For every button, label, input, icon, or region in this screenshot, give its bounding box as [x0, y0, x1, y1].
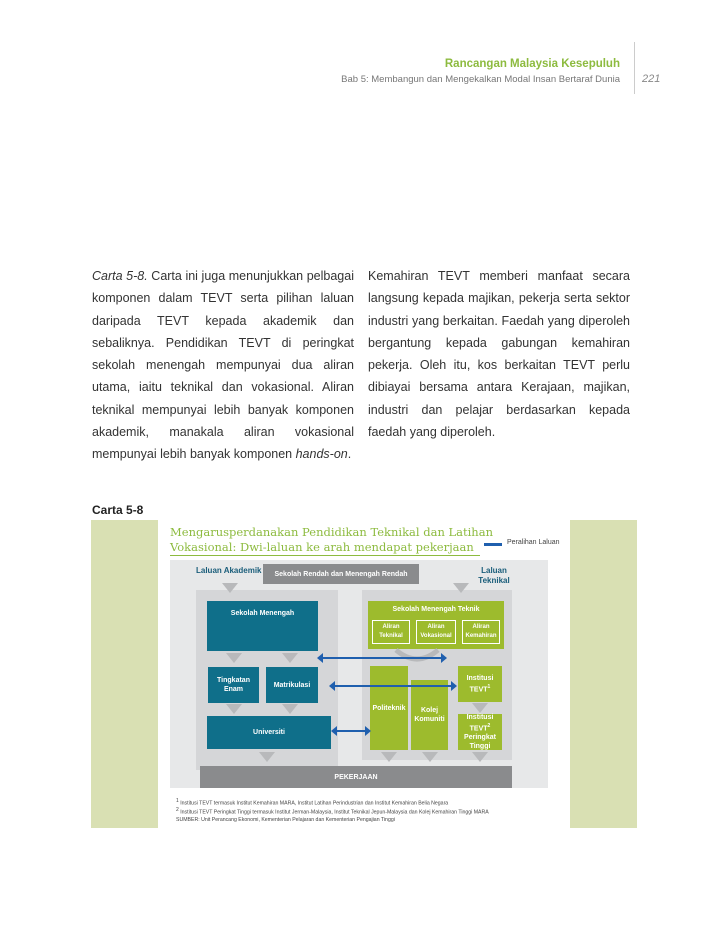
universiti-box: Universiti — [207, 716, 331, 749]
hands-on-term: hands-on — [295, 447, 348, 462]
source-note: SUMBER: Unit Perancang Ekonomi, Kementerian Pelajaran dan Kementerian Pengajian Tinggi — [176, 817, 395, 823]
running-header-title: Rancangan Malaysia Kesepuluh — [444, 58, 620, 70]
transfer-arrow-icon — [334, 685, 452, 687]
transfer-arrow-icon — [336, 730, 366, 732]
footnote-2: $^2$ Institusi TEVT Peringkat Tinggi termasuk Institut Jerman-Malaysia, Institut Teknikal Jepun-Malaysia dan Kolej Kemahiran Tinggi MARA — [176, 807, 489, 816]
side-panel-right — [570, 520, 637, 828]
chart-reference: Carta 5-8. — [92, 269, 148, 283]
chart-label: Carta 5-8 — [92, 503, 144, 517]
sekolah-menengah-box: Sekolah Menengah — [207, 601, 318, 651]
body-column-left — [92, 265, 354, 466]
arrow-down-icon — [472, 703, 488, 713]
page-number: 221 — [642, 73, 661, 85]
side-panel-left — [91, 520, 158, 828]
aliran-kemahiran-box: Aliran Kemahiran — [462, 620, 500, 644]
arrow-down-icon — [422, 752, 438, 762]
kolej-komuniti-box: Kolej Komuniti — [411, 680, 448, 750]
arrow-down-icon — [381, 752, 397, 762]
laluan-teknikal-label: Laluan Teknikal — [478, 566, 510, 585]
body-column-right: Kemahiran TEVT memberi manfaat secara langsung kepada majikan, pekerja serta sektor industri yang berkaitan. Faedah yang diperoleh bergantung kepada gabungan kemahiran pekerja. Oleh itu, kos berkaitan TEVT perlu dibiayai bersama antara Kerajaan, majikan, industri dan pelajar berdasarkan kepada faedah yang diperoleh. — [368, 269, 630, 440]
chart-title-underline — [170, 555, 480, 556]
chart-title-line2: Vokasional: Dwi-laluan ke arah mendapat pekerjaan — [170, 540, 474, 554]
footnote-2-text: Institusi TEVT Peringkat Tinggi termasuk Institut Jerman-Malaysia, Institut Teknikal Jepun-Malaysia dan Kolej Kemahiran Tinggi MARA — [178, 809, 489, 816]
pekerjaan-box: PEKERJAAN — [200, 766, 512, 788]
running-header-subtitle: Bab 5: Membangun dan Mengekalkan Modal Insan Bertaraf Dunia — [341, 74, 620, 85]
sentence-end: . — [347, 447, 352, 462]
legend-arrow-swatch — [484, 543, 502, 546]
chart-title — [170, 525, 493, 555]
laluan-akademik-label: Laluan Akademik — [196, 566, 262, 575]
left-paragraph: Carta ini juga menunjukkan pelbagai komponen dalam TEVT serta pilihan laluan daripada TEVT kepada akademik dan sebaliknya. Pendidikan TEVT di peringkat sekolah menengah mempunyai dua aliran utama, iaitu teknikal dan vokasional. Aliran teknikal mempunyai lebih banyak komponen akademik, manakala aliran vokasional mempunyai lebih banyak komponen — [92, 269, 354, 462]
institusi-tevt-tinggi-box: Institusi TEVT$^2$ Peringkat Tinggi — [458, 714, 502, 750]
aliran-vokasional-box: Aliran Vokasional — [416, 620, 456, 644]
matrikulasi-box: Matrikulasi — [266, 667, 318, 703]
arrow-down-icon — [453, 583, 469, 593]
institusi-tevt-box: Institusi TEVT$^1$ — [458, 666, 502, 702]
footnote-1: $^1$ Institusi TEVT termasuk Institut Kemahiran MARA, Institut Latihan Perindustrian dan Institut Kemahiran Belia Negara — [176, 798, 449, 807]
arrow-down-icon — [282, 704, 298, 714]
institusi-tevt-tinggi-label-b: Peringkat Tinggi — [464, 734, 496, 751]
transfer-arrow-icon — [322, 657, 442, 659]
sekolah-menengah-teknik-box: Sekolah Menengah Teknik — [368, 601, 504, 649]
sekolah-rendah-box: Sekolah Rendah dan Menengah Rendah — [263, 564, 419, 584]
institusi-tevt-label: Institusi TEVT — [466, 674, 494, 694]
header-divider — [634, 42, 635, 94]
institusi-tevt-tinggi-label-a: Institusi TEVT — [466, 713, 494, 733]
arrow-down-icon — [472, 752, 488, 762]
arrow-down-icon — [259, 752, 275, 762]
tingkatan-enam-box: Tingkatan Enam — [208, 667, 259, 703]
aliran-teknikal-box: Aliran Teknikal — [372, 620, 410, 644]
arrow-down-icon — [226, 704, 242, 714]
footnote-1-text: Institusi TEVT termasuk Institut Kemahiran MARA, Institut Latihan Perindustrian dan Institut Kemahiran Belia Negara — [178, 800, 449, 807]
legend-label: Peralihan Laluan — [507, 539, 560, 546]
politeknik-box: Politeknik — [370, 666, 408, 750]
curved-arrow-icon — [392, 648, 442, 664]
arrow-down-icon — [282, 653, 298, 663]
chart-title-line1: Mengarusperdanakan Pendidikan Teknikal dan Latihan — [170, 525, 493, 539]
arrow-down-icon — [222, 583, 238, 593]
arrow-down-icon — [226, 653, 242, 663]
